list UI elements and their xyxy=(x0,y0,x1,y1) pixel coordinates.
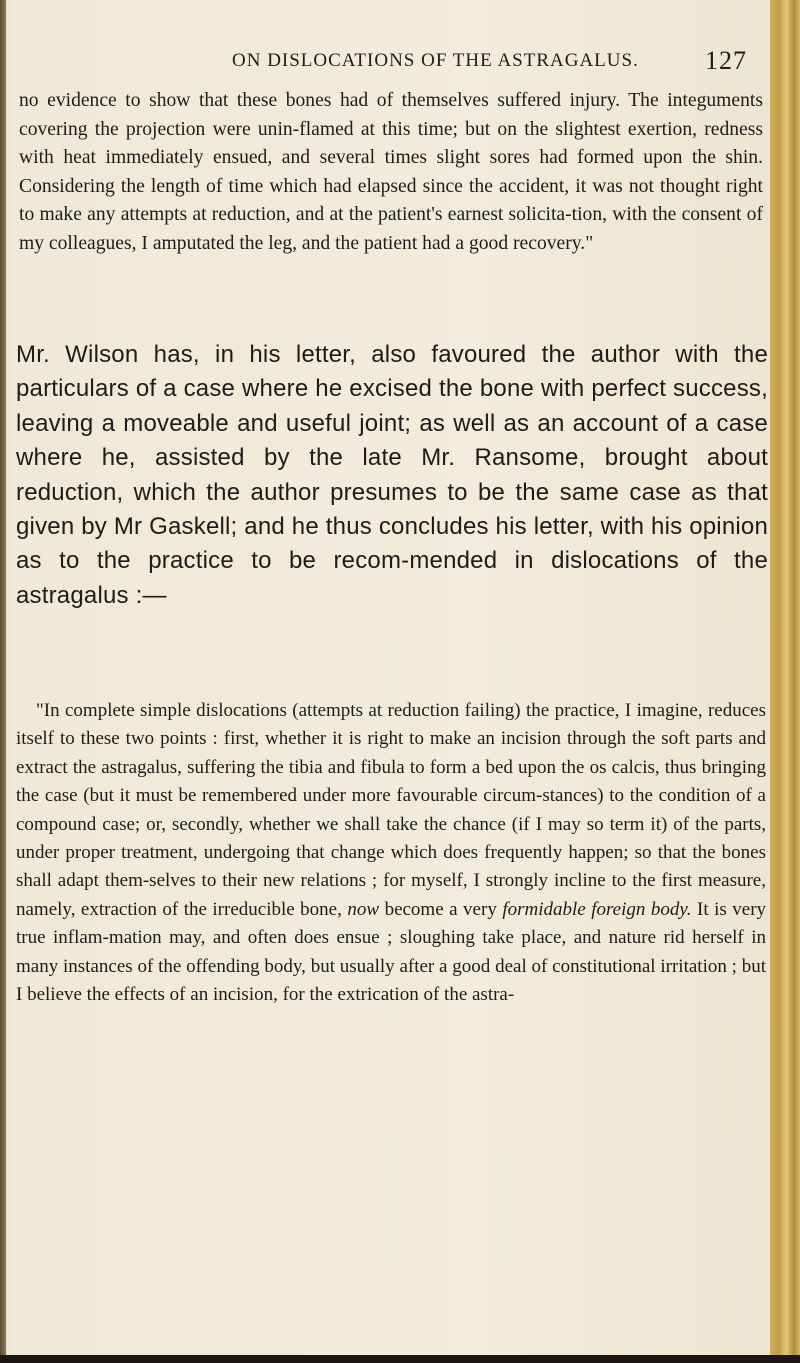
paragraph-3-now: now xyxy=(347,898,380,920)
paragraph-3-text-c: It is very true inflam-mation may, and often does ensue ; sloughing take place, and nature rid herself in many instances of the offending body, but usually after a good deal of constitutional irritation ; but I believe the effects of an incision, for the extrication of the astra- xyxy=(16,898,767,1006)
paragraph-3-text-a: "In complete simple dislocations (attempts at reduction failing) the practice, I imagine, reduces itself to these two points : first, whether it is right to make an incision through the soft parts and extract the astragalus, suffering the tibia and fibula to form a bed upon the os calcis, thus bringing the case (but it must be remembered under more favourable circum-stances) to the condition of a compound case; or, secondly, whether we shall take the chance (if I may so term it) of the parts, under proper treatment, undergoing that change which does frequently happen; so that the bones shall adapt them-selves to their new relations ; for myself, I strongly incline to the first measure, namely, extraction of the irreducible bone, xyxy=(16,700,766,920)
paragraph-3 xyxy=(16,697,766,1009)
paragraph-3-italic-phrase: formidable foreign body. xyxy=(502,898,692,920)
paragraph-3-text-b: become a very xyxy=(384,898,497,920)
gilt-page-edge xyxy=(770,0,800,1363)
page-number: 127 xyxy=(705,46,747,75)
page-binding-edge xyxy=(0,0,6,1363)
page-bottom-edge xyxy=(0,1355,800,1363)
paragraph-1: no evidence to show that these bones had of themselves suffered injury. The integuments covering the projection were unin-flamed at this time; but on the slightest exertion, redness with heat immediately ensued, and several times slight sores had formed upon the shin. Considering the length of time which had elapsed since the accident, it was not thought right to make any attempts at reduction, and at the patient's earnest solicita-tion, with the consent of my colleagues, I amputated the leg, and the patient had a good recovery." xyxy=(19,90,763,254)
paragraph-2: Mr. Wilson has, in his letter, also favoured the author with the particulars of a case where he excised the bone with perfect success, leaving a moveable and useful joint; as well as an account of a case where he, assisted by the late Mr. Ransome, brought about reduction, which the author presumes to be the same case as that given by Mr Gaskell; and he thus concludes his letter, with his opinion as to the practice to be recom-mended in dislocations of the astragalus :— xyxy=(16,341,768,609)
running-title: ON DISLOCATIONS OF THE ASTRAGALUS. xyxy=(232,50,639,71)
